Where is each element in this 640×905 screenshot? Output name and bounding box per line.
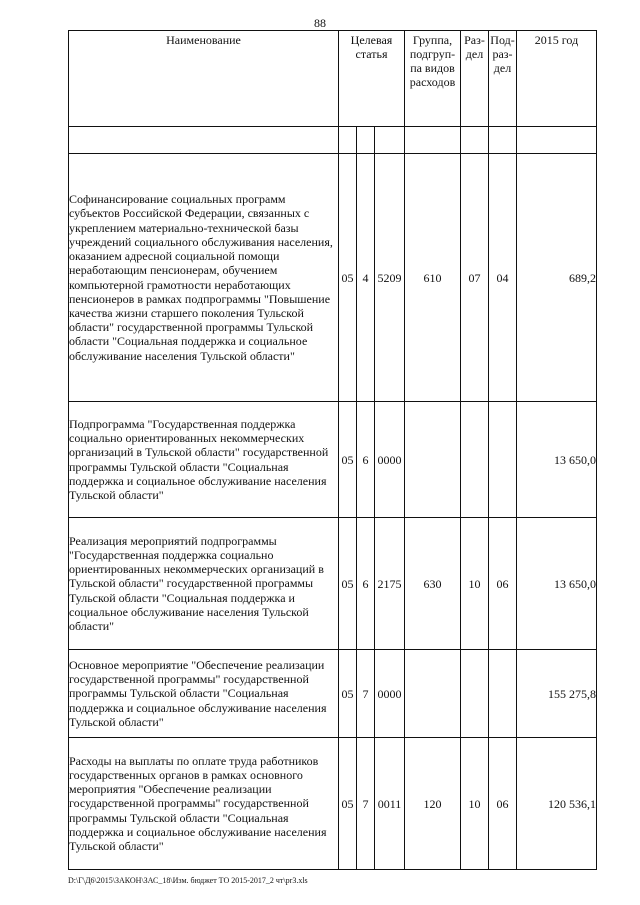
page-number: 88	[314, 16, 326, 30]
row-section	[461, 650, 489, 738]
row-target-article-subprogram: 6	[357, 402, 375, 518]
row-group	[405, 402, 461, 518]
header-group-line: Группа,	[412, 33, 453, 47]
row-target-article-program: 05	[339, 518, 357, 650]
table-header-row	[69, 31, 597, 127]
row-section	[461, 402, 489, 518]
row-target-article-direction: 0000	[375, 650, 405, 738]
header-subsection-line: дел	[493, 61, 512, 75]
row-target-article-direction: 2175	[375, 518, 405, 650]
row-amount: 155 275,8	[517, 650, 597, 738]
header-group-line: подгруп-	[409, 47, 456, 61]
row-amount: 689,2	[517, 154, 597, 402]
row-target-article-program: 05	[339, 738, 357, 870]
row-group	[405, 650, 461, 738]
header-target-article-line: статья	[355, 47, 388, 61]
header-name: Наименование	[69, 31, 339, 127]
row-name: Реализация мероприятий подпрограммы "Государственная поддержка социально ориентированных некоммерческих организаций в Тульской области" государственной программы Тульской области "Социальная поддержка и социальное обслуживание населения Тульской области"	[69, 518, 339, 650]
row-target-article-direction: 0011	[375, 738, 405, 870]
header-target-article-line: Целевая	[350, 33, 393, 47]
spacer-cell	[69, 127, 339, 154]
spacer-cell	[405, 127, 461, 154]
row-group: 610	[405, 154, 461, 402]
spacer-cell	[357, 127, 375, 154]
header-group-line: расходов	[409, 75, 456, 89]
spacer-cell	[375, 127, 405, 154]
row-name: Основное мероприятие "Обеспечение реализации государственной программы" государственной программы Тульской области "Социальная поддержка и социальное обслуживание населения Тульской области"	[69, 650, 339, 738]
table-spacer-row	[69, 127, 597, 154]
row-name: Подпрограмма "Государственная поддержка социально ориентированных некоммерческих организаций в Тульской области" государственной программы Тульской области "Социальная поддержка и социальное обслуживание населения Тульской области"	[69, 402, 339, 518]
row-amount: 120 536,1	[517, 738, 597, 870]
header-subsection	[489, 31, 517, 127]
header-subsection-line: Под-	[490, 33, 515, 47]
table-row	[69, 402, 597, 518]
table-row	[69, 154, 597, 402]
row-name: Софинансирование социальных программ субъектов Российской Федерации, связанных с укреплением материально-технической базы учреждений социального обслуживания населения, оказанием адресной социальной помощи неработающим пенсионерам, обучением компьютерной грамотности неработающих пенсионеров в рамках подпрограммы "Повышение качества жизни старшего поколения Тульской области" государственной программы Тульской области "Социальная поддержка и социальное обслуживание населения Тульской области"	[69, 154, 339, 402]
spacer-cell	[489, 127, 517, 154]
header-section-line: дел	[465, 47, 484, 61]
footer-file-path: D:\Г\Д6\2015\ЗАКОН\ЗАС_18\Изм. бюджет ТО 2015-2017_2 чт\pr3.xls	[68, 876, 308, 885]
table-row	[69, 738, 597, 870]
row-target-article-program: 05	[339, 650, 357, 738]
table-row	[69, 518, 597, 650]
row-target-article-program: 05	[339, 154, 357, 402]
row-subsection: 06	[489, 518, 517, 650]
table-row	[69, 650, 597, 738]
row-amount: 13 650,0	[517, 402, 597, 518]
row-target-article-subprogram: 4	[357, 154, 375, 402]
row-group: 630	[405, 518, 461, 650]
header-group	[405, 31, 461, 127]
row-target-article-program: 05	[339, 402, 357, 518]
header-section-line: Раз-	[464, 33, 485, 47]
row-target-article-subprogram: 7	[357, 650, 375, 738]
row-subsection	[489, 402, 517, 518]
header-group-line: па видов	[410, 61, 455, 75]
spacer-cell	[461, 127, 489, 154]
row-group: 120	[405, 738, 461, 870]
header-subsection-line: раз-	[492, 47, 513, 61]
row-target-article-subprogram: 6	[357, 518, 375, 650]
row-target-article-direction: 5209	[375, 154, 405, 402]
row-subsection: 04	[489, 154, 517, 402]
row-amount: 13 650,0	[517, 518, 597, 650]
header-target-article	[339, 31, 405, 127]
row-section: 07	[461, 154, 489, 402]
row-section: 10	[461, 738, 489, 870]
row-section: 10	[461, 518, 489, 650]
row-target-article-subprogram: 7	[357, 738, 375, 870]
row-name: Расходы на выплаты по оплате труда работников государственных органов в рамках основного мероприятия "Обеспечение реализации государственной программы" государственной программы Тульской области "Социальная поддержка и социальное обслуживание населения Тульской области"	[69, 738, 339, 870]
row-subsection	[489, 650, 517, 738]
row-target-article-direction: 0000	[375, 402, 405, 518]
header-section	[461, 31, 489, 127]
header-year: 2015 год	[517, 31, 597, 127]
row-subsection: 06	[489, 738, 517, 870]
spacer-cell	[339, 127, 357, 154]
spacer-cell	[517, 127, 597, 154]
budget-table	[68, 30, 597, 870]
